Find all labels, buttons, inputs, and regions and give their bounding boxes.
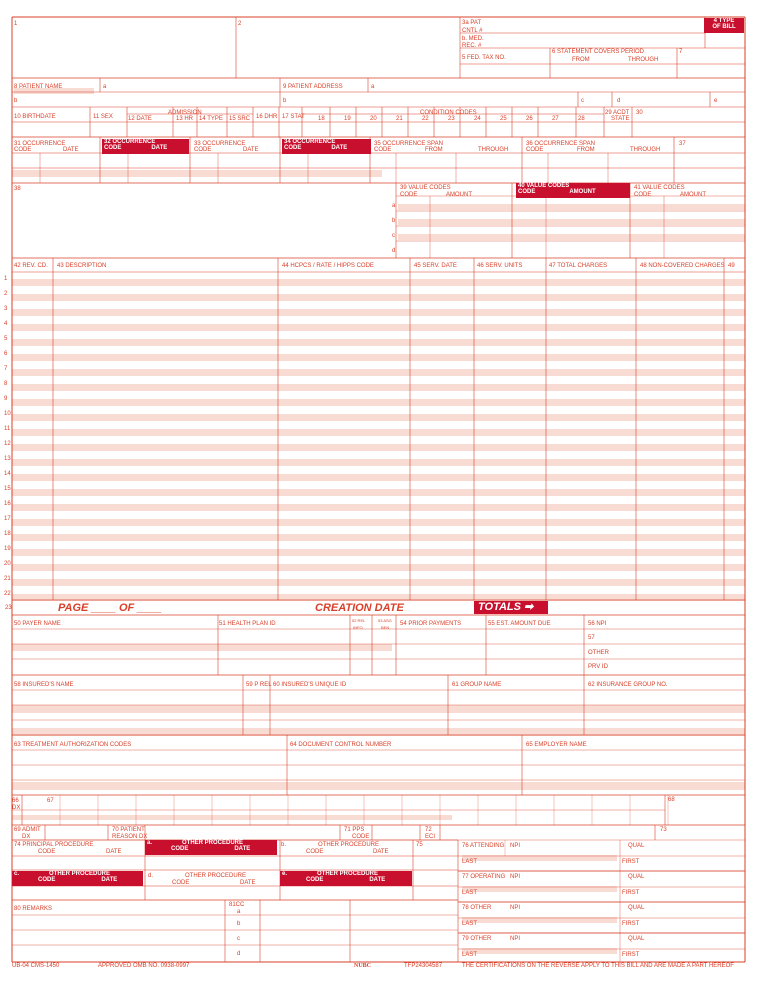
condition-code-18: 18 [318,116,325,122]
field-71-label-2: CODE [352,834,370,840]
value-row-c: c [392,233,395,239]
field-69-label: 69 ADMIT [14,827,41,833]
field-72-label: 72 [425,827,432,833]
service-line-band [12,324,745,331]
field-33-code: CODE [194,147,212,153]
service-line-band [12,369,745,376]
attending-last-label: LAST [462,859,478,865]
proc-e-letter: e. [282,871,288,877]
proc-e-date: DATE [369,877,386,883]
condition-code-26: 26 [526,116,533,122]
field-36-code: CODE [526,147,544,153]
service-line-band [12,489,745,496]
field-attending-label: 76 ATTENDING [462,843,505,849]
field-30-label: 30 [636,110,643,116]
line-12-number: 12 [4,441,11,447]
service-line-band [12,504,745,511]
field-40-amount: AMOUNT [569,189,596,195]
approved-omb-label: APPROVED OMB NO. 0938-0997 [98,963,190,969]
field-59-label: 59 P REL [246,682,272,688]
other-2-first-label: FIRST [622,952,640,958]
field-9a-label: a [371,84,375,90]
service-line-band [12,384,745,391]
field-6-label: 6 STATEMENT COVERS PERIOD [552,49,645,55]
field-63-label: 63 TREATMENT AUTHORIZATION CODES [14,742,132,748]
field-9-label: 9 PATIENT ADDRESS [283,84,343,90]
field-1-label: 1 [14,21,18,27]
field-13-label: 13 HR [176,116,194,122]
type-of-bill-header [704,18,744,33]
field-11-label: 11 SEX [93,114,113,120]
field-15-label: 15 SRC [229,116,251,122]
service-line-band [12,444,745,451]
field-39-label: 39 VALUE CODES [400,185,451,191]
field-72-label-2: ECI [425,834,436,840]
field-34-label: 34 OCCURRENCE [284,139,336,145]
proc-a-code: CODE [171,846,189,852]
other-2-qual-label: QUAL [628,936,645,942]
field-45-label: 45 SERV. DATE [414,263,457,269]
field-66-label-2: DX [12,805,21,811]
field-8-label: 8 PATIENT NAME [14,84,63,90]
line-13-number: 13 [4,456,11,462]
field-14-label: 14 TYPE [199,116,223,122]
page-of-label: PAGE ____ OF ____ [58,602,162,614]
field-17-label: 17 STAT [282,114,305,120]
field-52-label: 52 REL [352,618,366,623]
field-69-label-2: DX [22,834,31,840]
field-37-label: 37 [679,141,686,147]
field-41-amount: AMOUNT [680,192,706,198]
field-33-label: 33 OCCURRENCE [194,141,246,147]
other-procedure-a-header [145,840,277,855]
service-line-band [12,474,745,481]
remarks-81-b: b [237,921,241,927]
certification-text: THE CERTIFICATIONS ON THE REVERSE APPLY TO THIS BILL AND ARE MADE A PART HEREOF [462,963,734,969]
other-1-npi-label: NPI [510,905,521,911]
field-41-code: CODE [634,192,652,198]
field-74-label: 74 PRINCIPAL PROCEDURE [14,842,94,848]
field-36-through: THROUGH [630,147,661,153]
field-2-label: 2 [238,21,242,27]
line-16-number: 16 [4,501,11,507]
line-21-number: 21 [4,576,11,582]
operating-last-label: LAST [462,890,478,896]
field-33-date: DATE [243,147,259,153]
proc-b-date: DATE [373,849,389,855]
shaded-field [12,170,382,177]
field-3b-label: b. MED. [462,36,484,42]
service-line-band [12,564,745,571]
field-80-label: 80 REMARKS [14,906,53,912]
field-44-label: 44 HCPCS / RATE / HIPPS CODE [282,263,374,269]
field-74-date: DATE [106,849,122,855]
service-line-band [12,354,745,361]
field-7-label: 7 [679,49,683,55]
proc-d-date: DATE [240,880,256,886]
proc-a-letter: a. [147,840,153,846]
field-34-header [282,139,371,154]
field-9e-label: e [714,98,718,104]
field-6-through: THROUGH [628,57,659,63]
field-12-label: 12 DATE [128,116,152,122]
condition-code-27: 27 [552,116,559,122]
attending-npi-label: NPI [510,843,521,849]
field-32-code: CODE [104,145,122,151]
line-3-number: 3 [4,306,8,312]
proc-e-code: CODE [306,877,324,883]
service-line-band [12,534,745,541]
field-66-label: 66 [12,798,19,804]
proc-a-label: OTHER PROCEDURE [182,840,244,846]
proc-b-label: OTHER PROCEDURE [318,842,380,848]
line-9-number: 9 [4,396,8,402]
proc-b-letter: b. [281,842,287,848]
field-48-label: 48 NON-COVERED CHARGES [640,263,725,269]
field-4-label: 4 TYPE [713,18,735,24]
operating-first-label: FIRST [622,890,640,896]
field-32-label: 32 OCCURRENCE [104,139,156,145]
field-8b-label: b [14,98,18,104]
shaded-field [398,204,745,210]
field-32-date: DATE [151,145,168,151]
field-9d-label: d [617,98,621,104]
field-35-from: FROM [425,147,443,153]
condition-code-23: 23 [448,116,455,122]
line-6-number: 6 [4,351,8,357]
other-1-last-label: LAST [462,921,478,927]
field-53-label: 53 ASG [378,618,392,623]
other-procedure-e-header [280,871,412,886]
field-64-label: 64 DOCUMENT CONTROL NUMBER [290,742,392,748]
condition-code-21: 21 [396,116,403,122]
condition-codes-label: CONDITION CODES [420,110,477,116]
proc-c-date: DATE [101,877,118,883]
service-line-band [12,459,745,466]
value-row-b: b [392,218,396,224]
shaded-field [12,705,745,713]
field-16-label: 16 DHR [256,114,278,120]
condition-code-28: 28 [578,116,585,122]
field-57-label: 57 [588,635,595,641]
field-67-label: 67 [47,798,54,804]
field-73-label: 73 [660,827,667,833]
line-20-number: 20 [4,561,11,567]
proc-d-letter: d. [148,873,154,879]
value-row-a: a [392,203,396,209]
field-3b-label-2: REC. # [462,43,482,49]
attending-qual-label: QUAL [628,843,645,849]
field-49-label: 49 [728,263,735,269]
field-39-amount: AMOUNT [446,192,472,198]
field-31-date: DATE [63,147,79,153]
proc-c-label: OTHER PROCEDURE [49,871,111,877]
field-42-label: 42 REV. CD. [14,263,48,269]
condition-code-20: 20 [370,116,377,122]
field-74-code: CODE [38,849,56,855]
line-11-number: 11 [4,426,11,432]
operating-npi-label: NPI [510,874,521,880]
tfp-number: TFP24304587 [404,963,443,969]
line-17-number: 17 [4,516,11,522]
field-34-code: CODE [284,145,302,151]
field-36-from: FROM [577,147,595,153]
line-4-number: 4 [4,321,8,327]
field-4-label-2: OF BILL [712,24,736,30]
field-75-label: 75 [416,842,423,848]
field-31-code: CODE [14,147,32,153]
other-procedure-c-header [12,871,143,886]
admission-label: ADMISSION [168,110,202,116]
remarks-81-a: a [237,909,241,915]
proc-d-label: OTHER PROCEDURE [185,873,247,879]
field-60-label: 60 INSURED'S UNIQUE ID [273,682,347,688]
other-2-last-label: LAST [462,952,478,958]
line-10-number: 10 [4,411,11,417]
shaded-field [398,234,745,240]
service-line-band [12,309,745,316]
field-55-label: 55 EST. AMOUNT DUE [488,621,551,627]
field-38-label: 38 [14,186,21,192]
attending-first-label: FIRST [622,859,640,865]
field-61-label: 61 GROUP NAME [452,682,502,688]
field-39-code: CODE [400,192,418,198]
field-81-label: 81CC [229,902,245,908]
field-58-label: 58 INSURED'S NAME [14,682,74,688]
field-other-1-label: 78 OTHER [462,905,492,911]
line-2-number: 2 [4,291,8,297]
nubc-logo: NUBC [354,963,372,969]
field-9b-label: b [283,98,287,104]
shaded-field [398,219,745,225]
operating-qual-label: QUAL [628,874,645,880]
field-47-label: 47 TOTAL CHARGES [549,263,608,269]
field-8a-label: a [103,84,107,90]
other-1-qual-label: QUAL [628,905,645,911]
line-7-number: 7 [4,366,8,372]
field-31-label: 31 OCCURRENCE [14,141,66,147]
other-2-npi-label: NPI [510,936,521,942]
service-line-band [12,549,745,556]
arrow-right-icon: ➡ [520,601,534,613]
field-35-through: THROUGH [478,147,509,153]
field-56-label: 56 NPI [588,621,607,627]
condition-code-24: 24 [474,116,481,122]
field-3a-label: 3a PAT [462,20,482,26]
service-line-band [12,294,745,301]
condition-code-19: 19 [344,116,351,122]
field-operating-label: 77 OPERATING [462,874,506,880]
line-1-number: 1 [4,276,8,282]
field-43-label: 43 DESCRIPTION [57,263,107,269]
field-6-from: FROM [572,57,590,63]
line-14-number: 14 [4,471,11,477]
line-8-number: 8 [4,381,8,387]
prv-id-label: PRV ID [588,664,608,670]
shaded-field [12,644,392,651]
field-65-label: 65 EMPLOYER NAME [526,742,587,748]
field-46-label: 46 SERV. UNITS [477,263,523,269]
field-68-label: 68 [668,797,675,803]
field-35-code: CODE [374,147,392,153]
proc-c-letter: c. [14,871,20,877]
field-41-label: 41 VALUE CODES [634,185,685,191]
field-32-header [102,139,189,154]
condition-code-25: 25 [500,116,507,122]
field-29-label-2: STATE [611,116,630,122]
field-5-label: 5 FED. TAX NO. [462,55,506,61]
service-line-band [12,414,745,421]
proc-d-code: CODE [172,880,190,886]
field-36-label: 36 OCCURRENCE SPAN [526,141,595,147]
line-22-number: 22 [4,591,11,597]
proc-c-code: CODE [38,877,56,883]
shaded-field [12,815,452,820]
field-54-label: 54 PRIOR PAYMENTS [400,621,462,627]
field-52-label-2: INFO [353,625,363,630]
field-62-label: 62 INSURANCE GROUP NO. [588,682,668,688]
field-50-label: 50 PAYER NAME [14,621,61,627]
line-18-number: 18 [4,531,11,537]
service-line-band [12,519,745,526]
form-id-label: UB-04 CMS-1450 [12,963,60,969]
field-70-label: 70 PATIENT [112,827,145,833]
line-15-number: 15 [4,486,11,492]
field-3a-label-2: CNTL # [462,28,483,34]
creation-date-label: CREATION DATE [315,602,404,614]
totals-label: TOTALS [478,601,521,613]
proc-b-code: CODE [306,849,324,855]
field-40-header [516,183,630,198]
service-line-band [12,429,745,436]
totals-header [474,601,548,614]
service-line-band [12,279,745,286]
line-19-number: 19 [4,546,11,552]
field-other-2-label: 79 OTHER [462,936,492,942]
remarks-81-c: c [237,936,240,942]
line-23-number: 23 [5,605,12,611]
shaded-field [12,782,745,790]
condition-code-22: 22 [422,116,429,122]
field-34-date: DATE [331,145,348,151]
field-35-label: 35 OCCURRENCE SPAN [374,141,443,147]
proc-a-date: DATE [234,846,251,852]
field-40-label: 40 VALUE CODES [518,183,570,189]
other-label: OTHER [588,650,609,656]
remarks-81-d: d [237,951,241,957]
field-70-label-2: REASON DX [112,834,148,840]
field-10-label: 10 BIRTHDATE [14,114,56,120]
service-line-band [12,579,745,586]
proc-e-label: OTHER PROCEDURE [317,871,379,877]
line-5-number: 5 [4,336,8,342]
field-53-label-2: BEN [381,625,390,630]
field-51-label: 51 HEALTH PLAN ID [219,621,276,627]
value-row-d: d [392,248,396,254]
service-line-band [12,339,745,346]
service-line-band [12,399,745,406]
other-1-first-label: FIRST [622,921,640,927]
field-9c-label: c [581,98,584,104]
field-29-label: 29 ACDT [605,110,630,116]
field-40-code: CODE [518,189,536,195]
field-71-label: 71 PPS [344,827,365,833]
